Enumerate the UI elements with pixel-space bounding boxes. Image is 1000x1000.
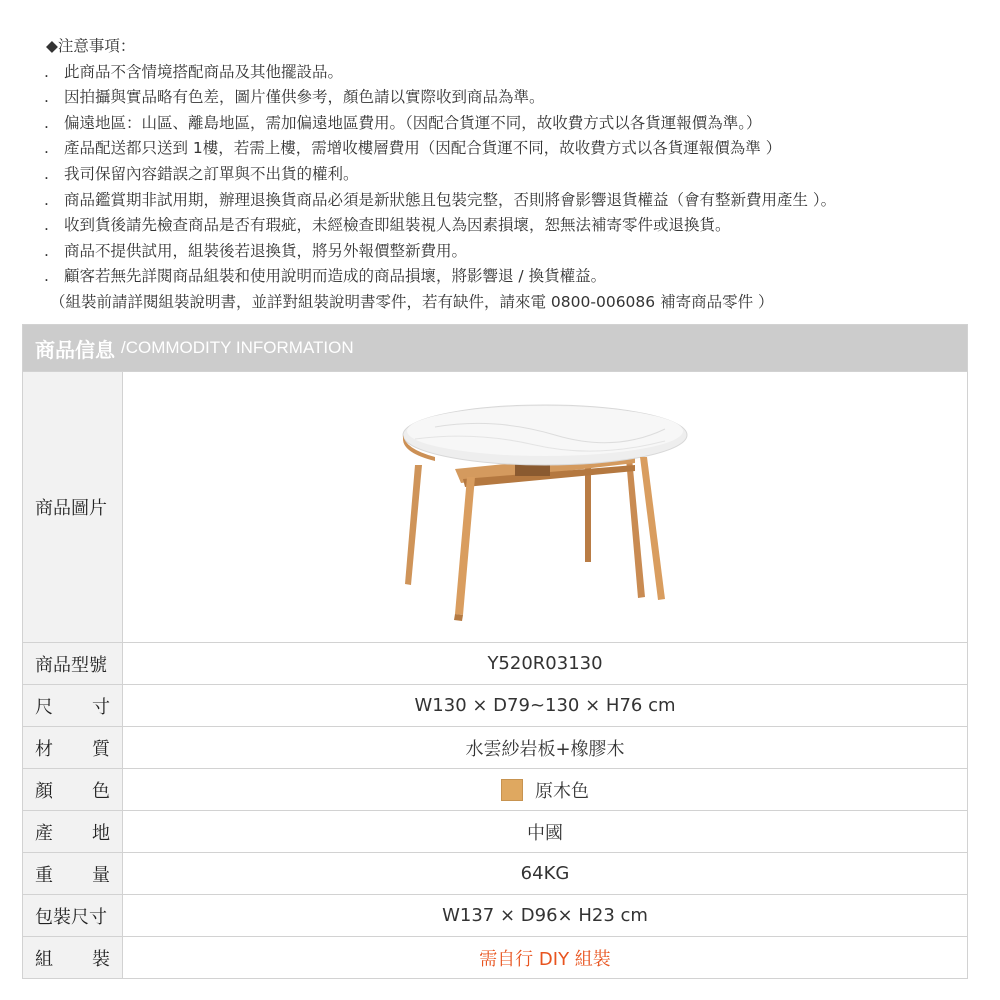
notice-title: ◆注意事項： — [46, 37, 136, 55]
spec-value: W130 × D79~130 × H76 cm — [414, 695, 676, 716]
bullet: . — [44, 139, 49, 158]
bullet: . — [44, 88, 49, 107]
spec-row-model — [23, 642, 967, 684]
spec-value: 64KG — [520, 863, 570, 884]
notice-item-text: 產品配送都只送到 1樓，若需上樓，需增收樓層費用（因配合貨運不同，故收費方式以各貨運報價為準 ） — [64, 139, 782, 158]
notice-item-text: 我司保留內容錯誤之訂單與不出貨的權利。 — [64, 164, 359, 183]
notice-item — [44, 111, 984, 137]
spec-header — [23, 325, 967, 371]
notice-item — [44, 85, 984, 111]
notice-item — [44, 264, 984, 290]
spec-row-weight — [23, 852, 967, 894]
spec-value: W137 × D96× H23 cm — [442, 905, 648, 926]
spec-value: 需自行 DIY 組裝 — [479, 948, 611, 970]
spec-row-assembly — [23, 936, 967, 978]
notice-item — [44, 239, 984, 265]
bullet: . — [44, 267, 49, 286]
notice-item-text: 顧客若無先詳閱商品組裝和使用說明而造成的商品損壞，將影響退 / 換貨權益。 — [64, 267, 607, 286]
notice-section — [44, 34, 984, 316]
spec-label: 重 量 — [23, 853, 123, 894]
color-swatch — [501, 779, 523, 801]
spec-value: 中國 — [527, 822, 563, 844]
bullet: . — [44, 113, 49, 132]
bullet: . — [44, 62, 49, 81]
spec-label: 材 質 — [23, 727, 123, 768]
spec-row-origin — [23, 810, 967, 852]
notice-item-text: 偏遠地區：山區、離島地區，需加偏遠地區費用。（因配合貨運不同，故收費方式以各貨運報價為準。） — [64, 113, 762, 132]
notice-item — [44, 213, 984, 239]
round-table-illustration — [395, 387, 695, 627]
spec-title: 商品信息 — [35, 337, 115, 362]
spec-label: 組 裝 — [23, 937, 123, 978]
spec-label: 產 地 — [23, 811, 123, 852]
spec-row-package-size — [23, 894, 967, 936]
spec-row-size — [23, 684, 967, 726]
color-name: 原木色 — [535, 780, 589, 802]
bullet: . — [44, 164, 49, 183]
spec-row-material — [23, 726, 967, 768]
notice-item-text: 商品不提供試用，組裝後若退換貨，將另外報價整新費用。 — [64, 241, 468, 260]
bullet: . — [44, 216, 49, 235]
product-image — [123, 372, 967, 642]
spec-row-color — [23, 768, 967, 810]
notice-item-text: 此商品不含情境搭配商品及其他擺設品。 — [64, 62, 344, 81]
spec-label: 商品型號 — [23, 643, 123, 684]
spec-value — [123, 769, 967, 810]
notice-item-text: 收到貨後請先檢查商品是否有瑕疵，未經檢查即組裝視人為因素損壞，恕無法補寄零件或退換貨。 — [64, 216, 731, 235]
notice-item — [44, 188, 984, 214]
spec-row-image — [23, 371, 967, 642]
spec-label: 商品圖片 — [23, 372, 123, 642]
spec-value: 水雲紗岩板+橡膠木 — [465, 738, 625, 760]
spec-label: 尺 寸 — [23, 685, 123, 726]
notice-item-text: 商品鑑賞期非試用期，辦理退換貨商品必須是新狀態且包裝完整，否則將會影響退貨權益（會有整新費用產生 ）。 — [64, 190, 837, 209]
spec-value: Y520R03130 — [487, 653, 603, 674]
spec-label: 包裝尺寸 — [23, 895, 123, 936]
notice-footer: （組裝前請詳閱組裝說明書，並詳對組裝說明書零件，若有缺件，請來電 0800-006086 補寄商品零件 ） — [50, 292, 774, 311]
notice-item — [44, 60, 984, 86]
spec-subtitle: /COMMODITY INFORMATION — [121, 338, 354, 357]
spec-label: 顏 色 — [23, 769, 123, 810]
notice-item — [44, 162, 984, 188]
notice-item-text: 因拍攝與實品略有色差，圖片僅供參考，顏色請以實際收到商品為準。 — [64, 88, 545, 107]
notice-item — [44, 136, 984, 162]
spec-table — [22, 324, 968, 979]
bullet: . — [44, 190, 49, 209]
bullet: . — [44, 241, 49, 260]
